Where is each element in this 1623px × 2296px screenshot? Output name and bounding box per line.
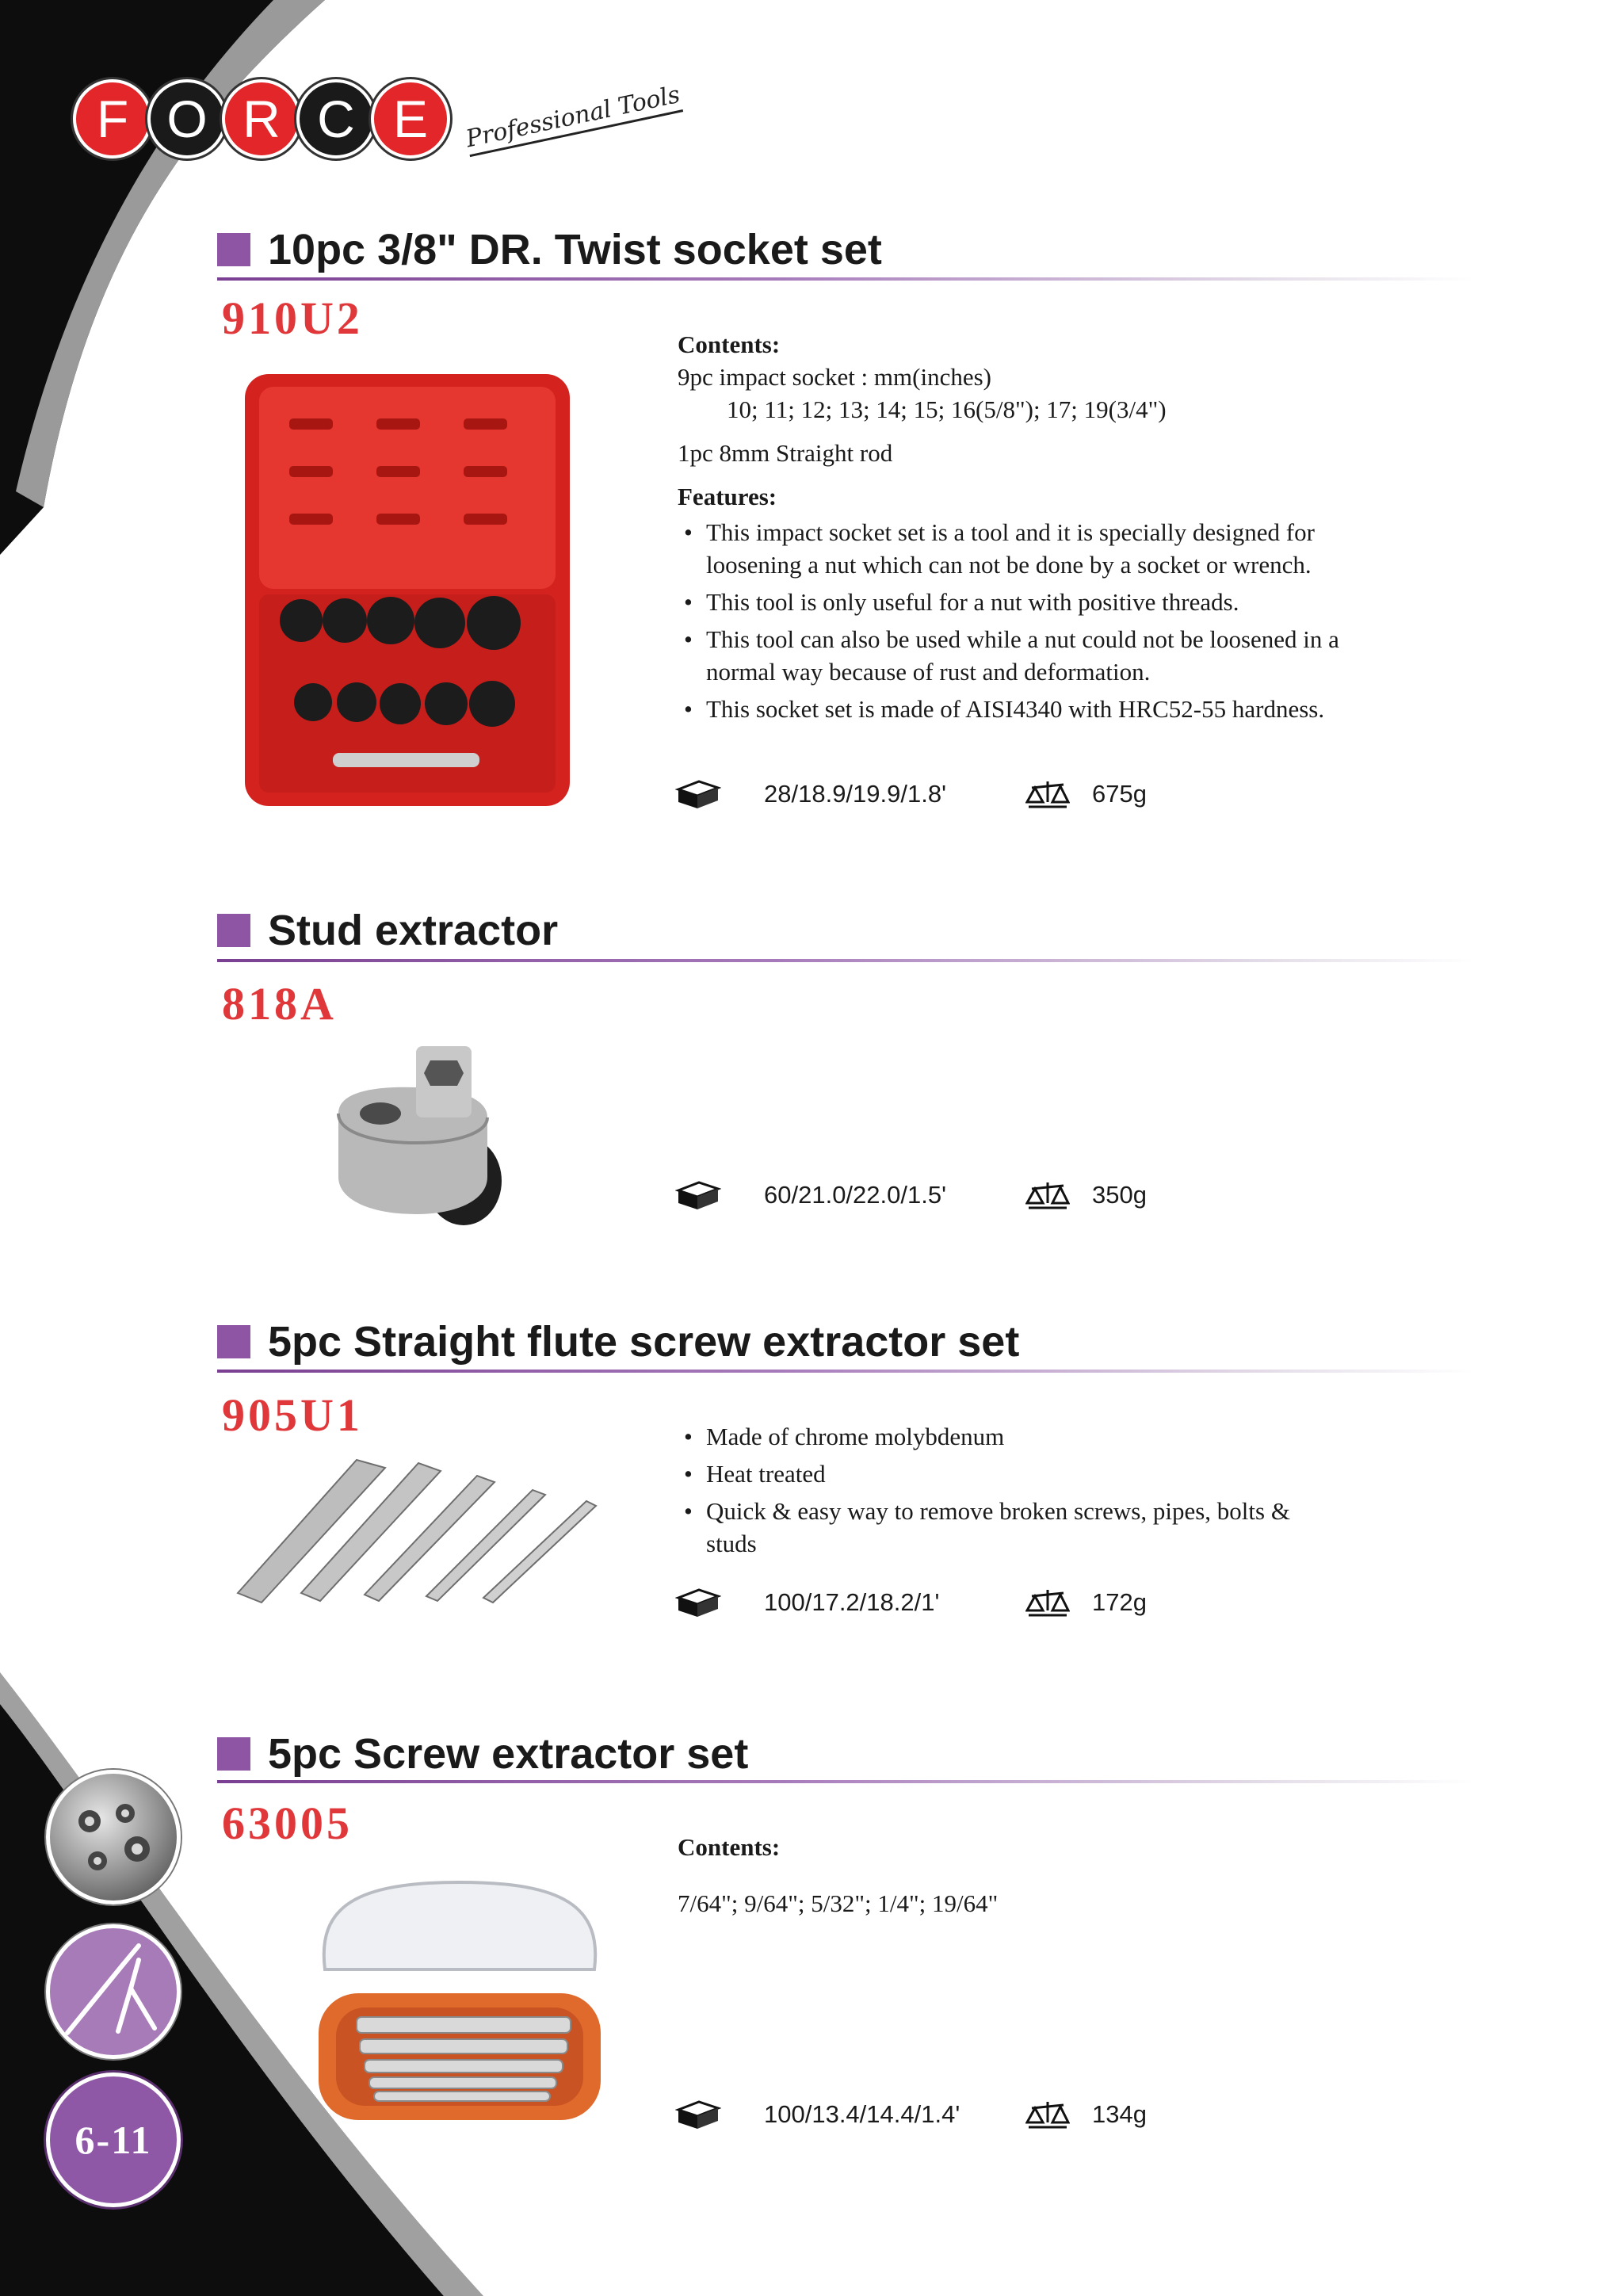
product-weight: 350g — [1092, 1181, 1147, 1209]
product-weight: 172g — [1092, 1588, 1147, 1616]
section-header-818a — [217, 906, 558, 955]
tools-collage-icon — [50, 1774, 177, 1901]
logo-letter-f: F — [73, 79, 152, 159]
packing-dimensions: 60/21.0/22.0/1.5' — [764, 1181, 947, 1209]
product-specs-818a — [675, 1179, 1147, 1211]
section-header-905u1 — [217, 1317, 1019, 1366]
product-details-63005 — [678, 1831, 998, 1920]
section-marker — [217, 914, 250, 947]
section-marker — [217, 1737, 250, 1771]
category-thumbnail-tools — [46, 1770, 181, 1904]
section-header-910u2 — [217, 225, 882, 274]
product-code: 818A — [222, 978, 337, 1030]
product-code: 905U1 — [222, 1389, 363, 1441]
product-image-screw-extractor-set — [309, 1874, 610, 2128]
logo-letter-e: E — [371, 79, 450, 159]
product-code: 63005 — [222, 1797, 353, 1849]
product-specs-63005 — [675, 2099, 1147, 2130]
product-image-stud-extractor — [329, 1038, 519, 1228]
box-icon — [675, 1587, 721, 1618]
box-icon — [675, 778, 721, 810]
feature-item: • This socket set is made of AISI4340 with HRC52-55 hardness. — [684, 695, 1325, 723]
feature-item: • Quick & easy way to remove broken screws, pipes, bolts & studs — [684, 1497, 1290, 1557]
product-image-twist-socket-set — [242, 371, 575, 811]
section-rule — [217, 277, 1474, 281]
feature-item: • Heat treated — [684, 1460, 826, 1488]
box-icon — [675, 1179, 721, 1211]
category-thumbnail-pliers — [46, 1924, 181, 2059]
features-label: Features: — [678, 483, 777, 510]
logo-letter-c: C — [296, 79, 376, 159]
feature-item: • This tool can also be used while a nut could not be loosened in a normal way because of rust and deformation. — [684, 625, 1339, 686]
feature-item: • Made of chrome molybdenum — [684, 1423, 1005, 1450]
product-details-910u2 — [678, 328, 1403, 725]
product-image-straight-flute-extractors — [230, 1450, 602, 1609]
box-icon — [675, 2099, 721, 2130]
logo-tagline: Professional Tools — [464, 81, 683, 157]
scale-icon — [1025, 778, 1070, 810]
packing-dimensions: 28/18.9/19.9/1.8' — [764, 780, 947, 808]
packing-dimensions: 100/13.4/14.4/1.4' — [764, 2100, 960, 2128]
product-title: 5pc Straight flute screw extractor set — [268, 1318, 1020, 1366]
contents-line: 10; 11; 12; 13; 14; 15; 16(5/8"); 17; 19(3/4") — [727, 395, 1167, 423]
logo-letter-r: R — [222, 79, 301, 159]
page-number-badge — [46, 2073, 181, 2207]
scale-icon — [1025, 1179, 1070, 1211]
product-title: 10pc 3/8" DR. Twist socket set — [268, 226, 882, 273]
packing-dimensions: 100/17.2/18.2/1' — [764, 1588, 940, 1616]
section-marker — [217, 1325, 250, 1358]
logo-letter-o: O — [147, 79, 227, 159]
section-rule — [217, 1780, 1474, 1783]
product-weight: 675g — [1092, 780, 1147, 808]
section-header-63005 — [217, 1729, 748, 1778]
section-marker — [217, 233, 250, 266]
pliers-screwdriver-icon — [50, 1928, 177, 2055]
brand-logo — [73, 79, 682, 159]
scale-icon — [1025, 2099, 1070, 2130]
product-specs-910u2 — [675, 778, 1147, 810]
feature-item: • This impact socket set is a tool and it is specially designed for loosening a nut which can not be done by a socket or wrench. — [684, 518, 1315, 579]
product-title: Stud extractor — [268, 907, 559, 954]
section-rule — [217, 1370, 1474, 1373]
contents-label: Contents: — [678, 330, 781, 358]
scale-icon — [1025, 1587, 1070, 1618]
contents-line: 1pc 8mm Straight rod — [678, 439, 893, 467]
section-rule — [217, 959, 1474, 962]
page-number: 6-11 — [74, 2118, 152, 2162]
product-weight: 134g — [1092, 2100, 1147, 2128]
product-title: 5pc Screw extractor set — [268, 1730, 749, 1778]
product-specs-905u1 — [675, 1587, 1147, 1618]
feature-item: • This tool is only useful for a nut with positive threads. — [684, 588, 1239, 616]
product-details-905u1 — [678, 1420, 1308, 1560]
product-code: 910U2 — [222, 292, 363, 344]
contents-label: Contents: — [678, 1833, 781, 1861]
contents-line: 7/64"; 9/64"; 5/32"; 1/4"; 19/64" — [678, 1889, 999, 1917]
contents-line: 9pc impact socket : mm(inches) — [678, 363, 991, 391]
